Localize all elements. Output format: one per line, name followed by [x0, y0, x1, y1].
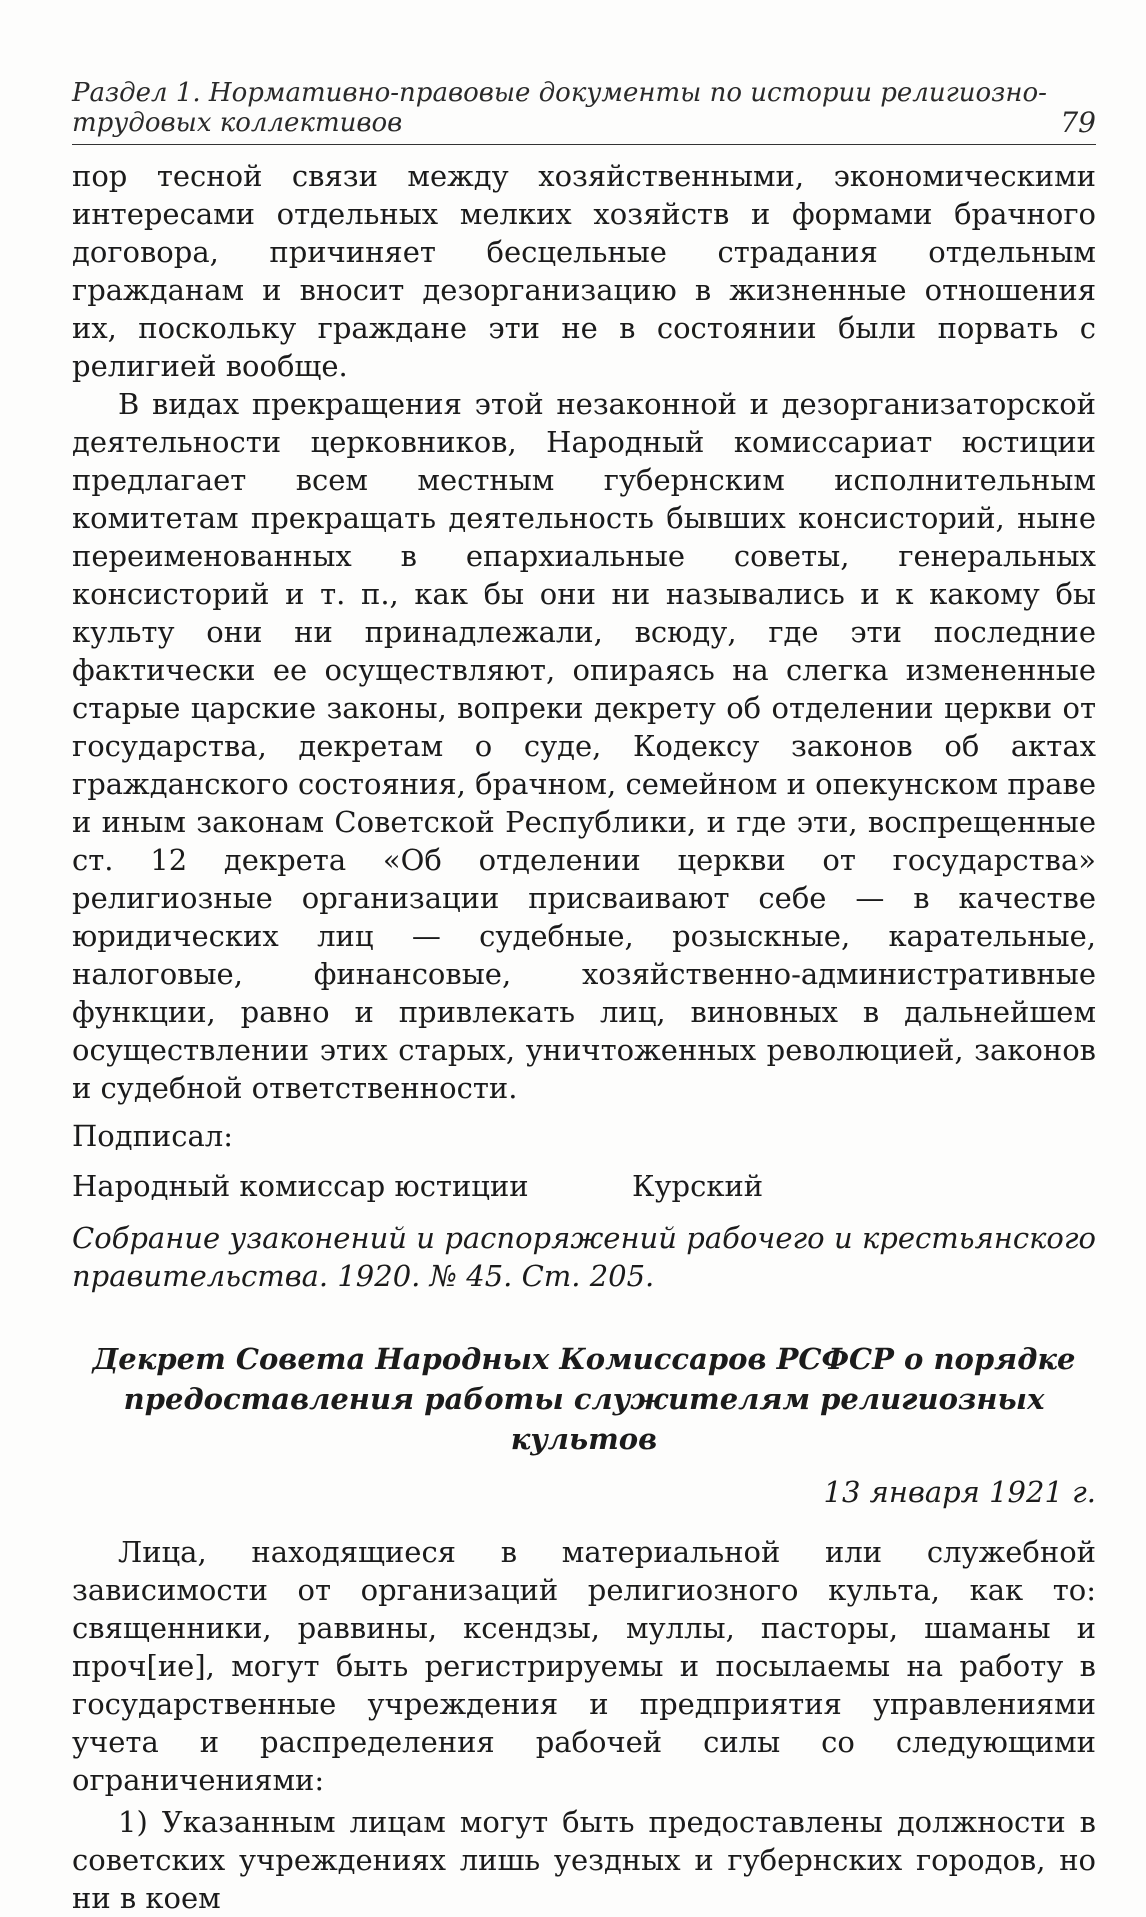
signed-label: Подписал:	[72, 1119, 233, 1153]
source-citation: Собрание узаконений и распоряжений рабочего и крестьянского правительства. 1920. № 45. Ст. 205.	[72, 1221, 1096, 1293]
decree-date: 13 января 1921 г.	[823, 1475, 1096, 1509]
main-paragraph: В видах прекращения этой незаконной и дезорганизаторской деятельности церковников, Народный комиссариат юстиции предлагает всем местным губернским исполнительным комитетам прекращать деятельность бывших консисторий, ныне переименованных в епархиальные советы, генеральных консисторий и т. п., как бы они ни назывались и к какому бы культу они ни принадлежали, всюду, где эти последние фактически ее осуществляют, опираясь на слегка измененные старые царские законы, вопреки декрету об отделении церкви от государства, декретам о суде, Кодексу законов об актах гражданского состояния, брачном, семейном и опекунском праве и иным законам Советской Республики, и где эти, воспрещенные ст. 12 декрета «Об отделении церкви от государства» религиозные организации присваивают себе — в качестве юридических лиц — судебные, розыскные, карательные, налоговые, финансовые, хозяйственно-административные функции, равно и привлекать лиц, виновных в дальнейшем осуществлении этих старых, уничтоженных революцией, законов и судебной ответственности.	[72, 387, 1096, 1105]
decree-title-line-1: Декрет Совета Народных Комиссаров РСФСР о порядке	[92, 1342, 1076, 1376]
signature-line	[72, 1167, 1096, 1205]
continuation-paragraph: пор тесной связи между хозяйственными, экономическими интересами отдельных мелких хозяйств и формами брачного договора, причиняет бесцельные страдания отдельным гражданам и вносит дезорганизацию в жизненные отношения их, поскольку граждане эти не в состоянии были порвать с религией вообще.	[72, 159, 1096, 383]
running-header	[72, 78, 1096, 145]
decree-title-line-2: предоставления работы служителям религиозных культов	[123, 1382, 1045, 1456]
document-page	[72, 78, 1096, 1917]
signatory-role: Народный комиссар юстиции	[72, 1169, 529, 1203]
page-number: 79	[1060, 106, 1096, 139]
signatory-name: Курский	[632, 1169, 764, 1203]
decree-item-1: 1) Указанным лицам могут быть предоставлены должности в советских учреждениях лишь уездных и губернских городов, но ни в коем	[72, 1805, 1096, 1915]
decree-title	[72, 1339, 1096, 1459]
decree-intro-paragraph: Лица, находящиеся в материальной или служебной зависимости от организаций религиозного культа, как то: священники, раввины, ксендзы, муллы, пасторы, шаманы и проч[ие], могут быть регистрируемы и посылаемы на работу в государственные учреждения и предприятия управлениями учета и распределения рабочей силы со следующими ограничениями:	[72, 1535, 1096, 1797]
section-title: Раздел 1. Нормативно-правовые документы по истории религиозно-трудовых коллективов	[72, 78, 1047, 138]
decree-body	[72, 1533, 1096, 1917]
body-text	[72, 157, 1096, 1295]
